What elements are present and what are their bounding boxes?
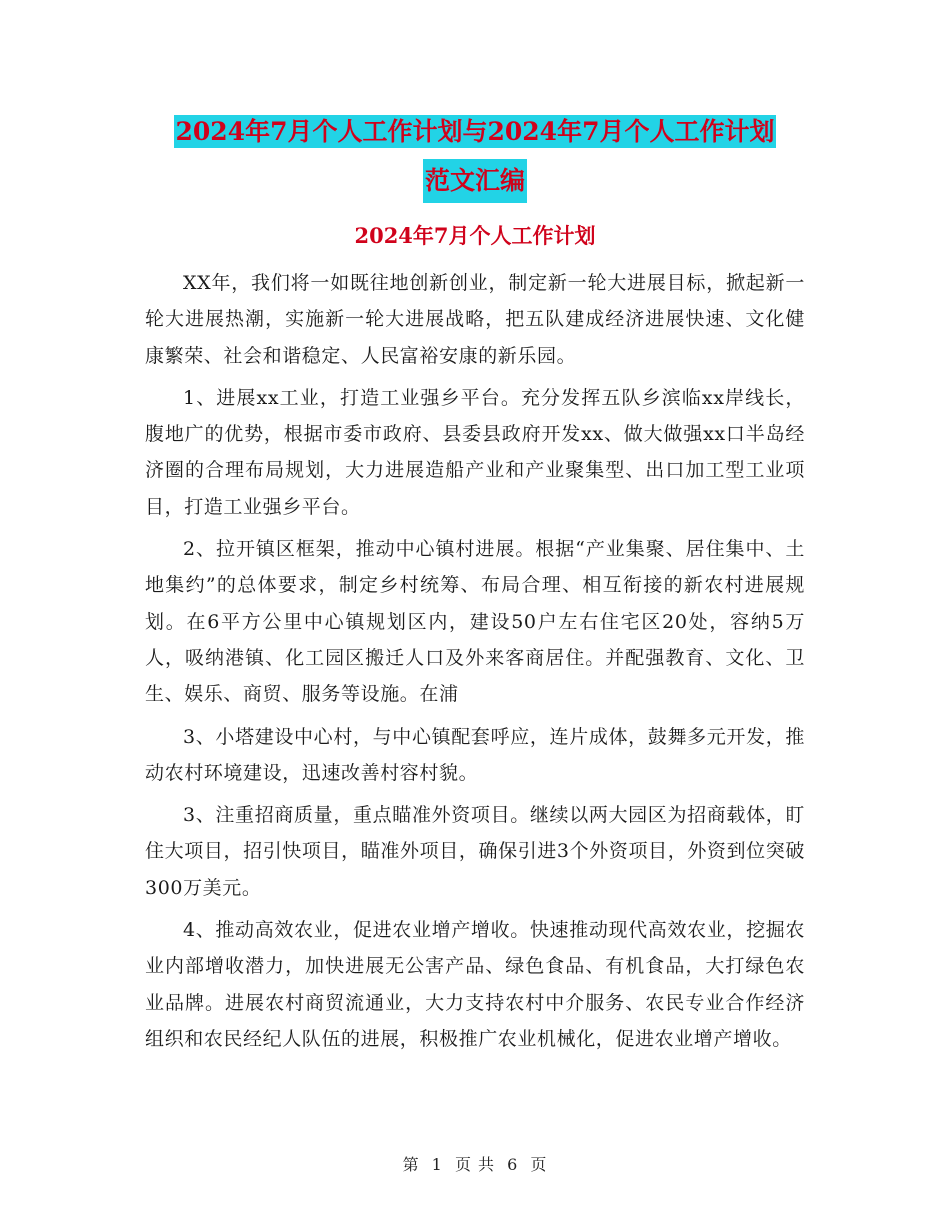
page-footer xyxy=(0,1152,950,1175)
section-title: 2024年7月个人工作计划 xyxy=(354,223,596,248)
footer-page-number: 1 xyxy=(431,1155,443,1174)
document-body xyxy=(145,265,805,1063)
paragraph-item-2: 2、拉开镇区框架，推动中心镇村进展。根据“产业集聚、居住集中、土地集约”的总体要求，制定乡村统筹、布局合理、相互衔接的新农村进展规划。在6平方公里中心镇规划区内，建设50户左右住宅区20处，容纳5万人，吸纳港镇、化工园区搬迁人口及外来客商居住。并配强教育、文化、卫生、娱乐、商贸、服务等设施。在浦 xyxy=(145,538,805,706)
paragraph-item-3a: 3、小塔建设中心村，与中心镇配套呼应，连片成体，鼓舞多元开发，推动农村环境建设，迅速改善村容村貌。 xyxy=(145,725,805,784)
document-title-line1: 2024年7月个人工作计划与2024年7月个人工作计划 xyxy=(175,117,775,146)
footer-total-pages: 6 xyxy=(507,1155,519,1174)
paragraph-item-4: 4、推动高效农业，促进农业增产增收。快速推动现代高效农业，挖掘农业内部增收潜力，加快进展无公害产品、绿色食品、有机食品，大打绿色农业品牌。进展农村商贸流通业，大力支持农村中介服务、农民专业合作经济组织和农民经纪人队伍的进展，积极推广农业机械化，促进农业增产增收。 xyxy=(145,919,805,1050)
footer-middle: 页 共 xyxy=(454,1155,496,1174)
document-title xyxy=(0,112,950,203)
document-title-line2: 范文汇编 xyxy=(423,159,527,203)
paragraph-intro: XX年，我们将一如既往地创新创业，制定新一轮大进展目标，掀起新一轮大进展热潮，实施新一轮大进展战略，把五队建成经济进展快速、文化健康繁荣、社会和谐稳定、人民富裕安康的新乐园。 xyxy=(145,272,805,367)
paragraph-item-1: 1、进展xx工业，打造工业强乡平台。充分发挥五队乡滨临xx岸线长，腹地广的优势，根据市委市政府、县委县政府开发xx、做大做强xx口半岛经济圈的合理布局规划，大力进展造船产业和产业聚集型、出口加工型工业项目，打造工业强乡平台。 xyxy=(145,386,805,518)
footer-suffix: 页 xyxy=(530,1155,548,1174)
footer-prefix: 第 xyxy=(402,1155,420,1174)
paragraph-item-3b: 3、注重招商质量，重点瞄准外资项目。继续以两大园区为招商载体，盯住大项目，招引快项目，瞄准外项目，确保引进3个外资项目，外资到位突破300万美元。 xyxy=(145,804,805,899)
